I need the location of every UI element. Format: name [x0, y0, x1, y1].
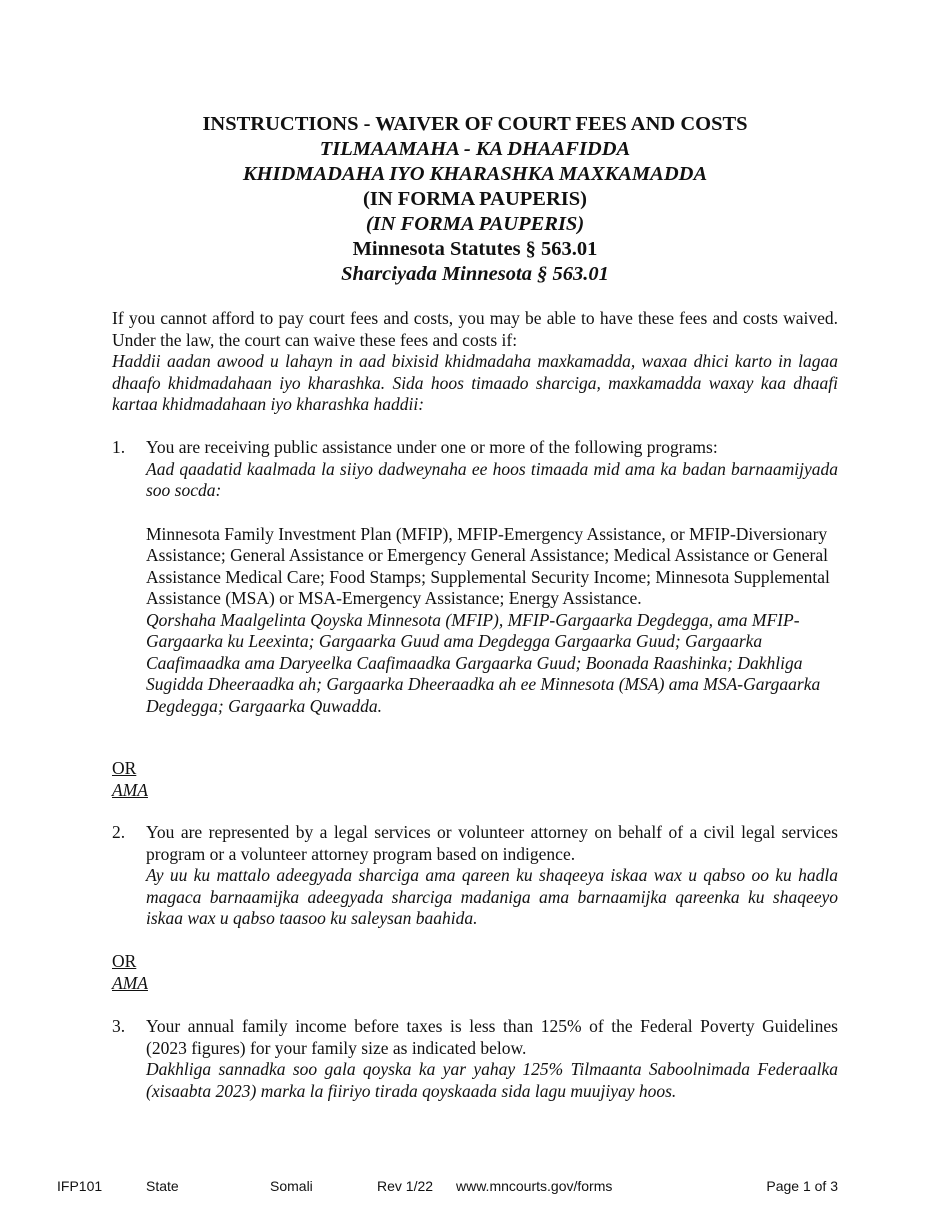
- list-item-2: [112, 822, 838, 930]
- intro-english: If you cannot afford to pay court fees and costs, you may be able to have these fees and costs waived. Under the law, the court can waive these fees and costs if:: [112, 308, 838, 350]
- or-separator-1: [112, 758, 148, 801]
- title-somali-line2: KHIDMADAHA IYO KHARASHKA MAXKAMADDA: [242, 163, 708, 185]
- or-somali: AMA: [112, 779, 148, 800]
- footer-page-number: Page 1 of 3: [766, 1178, 838, 1194]
- document-title: [0, 112, 950, 287]
- or-somali: AMA: [112, 972, 148, 993]
- item-number: 2.: [112, 822, 126, 842]
- intro-somali: Haddii aadan awood u lahayn in aad bixisid khidmadaha maxkamadda, waxaa dhici karto in lagaa dhaafo khidmadahaan iyo kharashka. Sida hoos timaado sharciga, maxkamadda waxay kaa dhaafi kartaa khidmadahaan iyo kharashka haddii:: [112, 351, 838, 414]
- footer-url[interactable]: www.mncourts.gov/forms: [456, 1178, 613, 1194]
- item-somali: Ay uu ku mattalo adeegyada sharciga ama qareen ku shaqeeya iskaa wax u qabso oo ku hadla magaca barnaamijka adeegyada sharciga madaniga ama barnaamijka qareenka ku shaqeeyo iskaa wax u qabso taasoo ku saleysan baahida.: [146, 865, 838, 928]
- or-english: OR: [112, 758, 137, 778]
- list-item-3: [112, 1016, 838, 1102]
- statute-reference: Minnesota Statutes § 563.01: [352, 238, 598, 260]
- title-english: INSTRUCTIONS - WAIVER OF COURT FEES AND COSTS: [202, 113, 748, 135]
- item-number: 3.: [112, 1016, 126, 1036]
- footer-revision: Rev 1/22: [377, 1178, 434, 1194]
- intro-paragraph: [112, 308, 838, 416]
- footer-jurisdiction: State: [146, 1178, 179, 1194]
- item-english: Your annual family income before taxes is less than 125% of the Federal Poverty Guidelines (2023 figures) for your family size as indicated below.: [146, 1016, 838, 1058]
- item-english: You are receiving public assistance under one or more of the following programs:: [146, 437, 718, 457]
- footer-language: Somali: [270, 1178, 313, 1194]
- item-english: You are represented by a legal services or volunteer attorney on behalf of a civil legal services program or a volunteer attorney program based on indigence.: [146, 822, 838, 864]
- item-number: 1.: [112, 437, 126, 457]
- footer-form-id: IFP101: [57, 1178, 103, 1194]
- item-somali: Aad qaadatid kaalmada la siiyo dadweynaha ee hoos timaada mid ama ka badan barnaamijyada soo socda:: [146, 458, 838, 500]
- or-separator-2: [112, 951, 148, 994]
- statute-reference-somali: Sharciyada Minnesota § 563.01: [341, 263, 609, 285]
- programs-english: Minnesota Family Investment Plan (MFIP), MFIP-Emergency Assistance, or MFIP-Diversionary Assistance; General Assistance or Emergency General Assistance; Medical Assistance or General Assistance Medical Care; Food Stamps; Supplemental Security Income; Minnesota Supplemental Assistance (MSA) or MSA-Emergency Assistance; Energy Assistance.: [146, 523, 830, 608]
- or-english: OR: [112, 951, 137, 971]
- item-somali: Dakhliga sannadka soo gala qoyska ka yar yahay 125% Tilmaanta Saboolnimada Federaalka (xisaabta 2023) marka la fiiriyo tirada qoyskaada sida lagu muujiyay hoos.: [146, 1059, 838, 1101]
- subtitle-latin: (IN FORMA PAUPERIS): [363, 188, 587, 210]
- page-footer: [0, 1178, 950, 1196]
- subtitle-latin-somali: (IN FORMA PAUPERIS): [365, 213, 585, 235]
- list-item-1: [112, 437, 838, 717]
- title-somali-line1: TILMAAMAHA - KA DHAAFIDDA: [319, 138, 631, 160]
- programs-somali: Qorshaha Maalgelinta Qoyska Minnesota (MFIP), MFIP-Gargaarka Degdegga, ama MFIP-Gargaarka ku Leexinta; Gargaarka Guud ama Degdegga Gargaarka Guud; Gargaarka Caafimaadka ama Daryeelka Caafimaadka Gargaarka Guud; Boonada Raashinka; Dakhliga Sugidda Dheeraadka ah; Gargaarka Dheeraadka ah ee Minnesota (MSA) ama MSA-Gargaarka Degdegga; Gargaarka Quwadda.: [146, 609, 821, 716]
